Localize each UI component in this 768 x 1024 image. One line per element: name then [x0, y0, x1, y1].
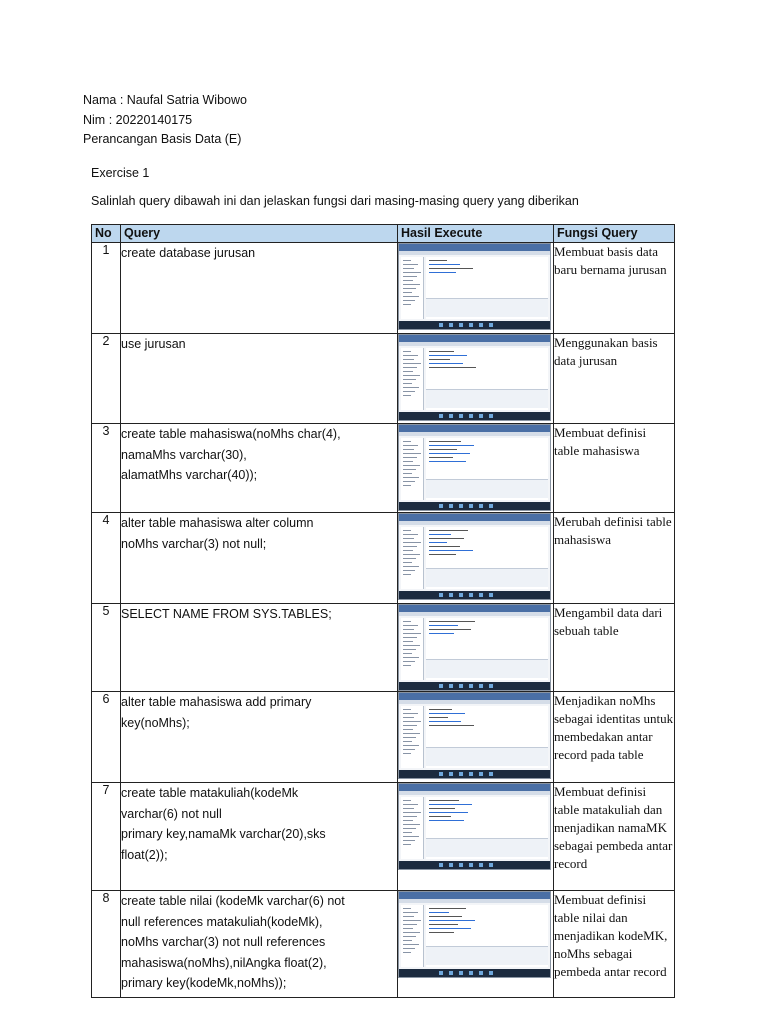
query-cell [121, 424, 398, 513]
query-line: namaMhs varchar(30), [121, 447, 247, 462]
ssms-screenshot-icon [398, 692, 551, 779]
query-cell [121, 243, 398, 334]
row-number: 7 [92, 783, 121, 891]
ssms-screenshot-icon [398, 891, 551, 978]
table-row [92, 334, 675, 424]
query-line: varchar(6) not null [121, 806, 222, 821]
query-cell [121, 891, 398, 998]
student-name: Nama : Naufal Satria Wibowo [83, 93, 247, 107]
query-line: null references matakuliah(kodeMk), [121, 914, 323, 929]
ssms-screenshot-icon [398, 604, 551, 691]
table-row [92, 692, 675, 783]
header-hasil-execute: Hasil Execute [398, 225, 554, 243]
row-number: 4 [92, 513, 121, 604]
student-info [83, 91, 247, 150]
ssms-screenshot-icon [398, 424, 551, 511]
table-row [92, 424, 675, 513]
hasil-execute-cell [398, 424, 554, 513]
fungsi-cell: Membuat definisi table matakuliah dan menjadikan namaMK sebagai pembeda antar record [554, 783, 675, 891]
ssms-screenshot-icon [398, 334, 551, 421]
table-row [92, 783, 675, 891]
query-table [91, 224, 675, 998]
header-query: Query [121, 225, 398, 243]
row-number: 5 [92, 604, 121, 692]
row-number: 1 [92, 243, 121, 334]
ssms-screenshot-icon [398, 513, 551, 600]
hasil-execute-cell [398, 243, 554, 334]
query-line: noMhs varchar(3) not null; [121, 536, 267, 551]
fungsi-cell: Menjadikan noMhs sebagai identitas untuk membedakan antar record pada table [554, 692, 675, 783]
query-cell [121, 513, 398, 604]
course-name: Perancangan Basis Data (E) [83, 132, 242, 146]
query-line: key(noMhs); [121, 715, 190, 730]
query-line: primary key,namaMk varchar(20),sks [121, 827, 326, 841]
fungsi-cell: Membuat basis data baru bernama jurusan [554, 243, 675, 334]
hasil-execute-cell [398, 604, 554, 692]
query-line: create table nilai (kodeMk varchar(6) not [121, 894, 345, 908]
instruction-text: Salinlah query dibawah ini dan jelaskan fungsi dari masing-masing query yang diberikan [91, 194, 579, 208]
hasil-execute-cell [398, 692, 554, 783]
ssms-screenshot-icon [398, 783, 551, 870]
fungsi-cell: Membuat definisi table nilai dan menjadikan kodeMK, noMhs sebagai pembeda antar record [554, 891, 675, 998]
query-cell [121, 783, 398, 891]
row-number: 6 [92, 692, 121, 783]
exercise-title: Exercise 1 [91, 166, 150, 180]
query-line: create table matakuliah(kodeMk [121, 786, 299, 800]
student-nim: Nim : 20220140175 [83, 112, 193, 127]
query-cell [121, 604, 398, 692]
fungsi-cell: Mengambil data dari sebuah table [554, 604, 675, 692]
header-no: No [92, 225, 121, 243]
row-number: 3 [92, 424, 121, 513]
fungsi-cell: Membuat definisi table mahasiswa [554, 424, 675, 513]
table-row [92, 513, 675, 604]
row-number: 8 [92, 891, 121, 998]
row-number: 2 [92, 334, 121, 424]
fungsi-cell: Menggunakan basis data jurusan [554, 334, 675, 424]
hasil-execute-cell [398, 334, 554, 424]
query-line: float(2)); [121, 847, 168, 862]
query-line: create database jurusan [121, 246, 256, 260]
hasil-execute-cell [398, 891, 554, 998]
header-fungsi-query: Fungsi Query [554, 225, 675, 243]
query-line: alter table mahasiswa add primary [121, 695, 312, 709]
query-line: mahasiswa(noMhs),nilAngka float(2), [121, 955, 327, 970]
query-line: noMhs varchar(3) not null references [121, 935, 326, 949]
query-line: SELECT NAME FROM SYS.TABLES; [121, 607, 332, 621]
query-line: primary key(kodeMk,noMhs)); [121, 976, 287, 990]
table-row [92, 604, 675, 692]
query-cell [121, 334, 398, 424]
table-row [92, 891, 675, 998]
query-line: alamatMhs varchar(40)); [121, 468, 258, 482]
query-line: use jurusan [121, 337, 186, 351]
query-cell [121, 692, 398, 783]
query-line: alter table mahasiswa alter column [121, 516, 314, 530]
ssms-screenshot-icon [398, 243, 551, 330]
hasil-execute-cell [398, 513, 554, 604]
table-header-row [92, 225, 675, 243]
table-row [92, 243, 675, 334]
query-line: create table mahasiswa(noMhs char(4), [121, 427, 341, 441]
hasil-execute-cell [398, 783, 554, 891]
fungsi-cell: Merubah definisi table mahasiswa [554, 513, 675, 604]
